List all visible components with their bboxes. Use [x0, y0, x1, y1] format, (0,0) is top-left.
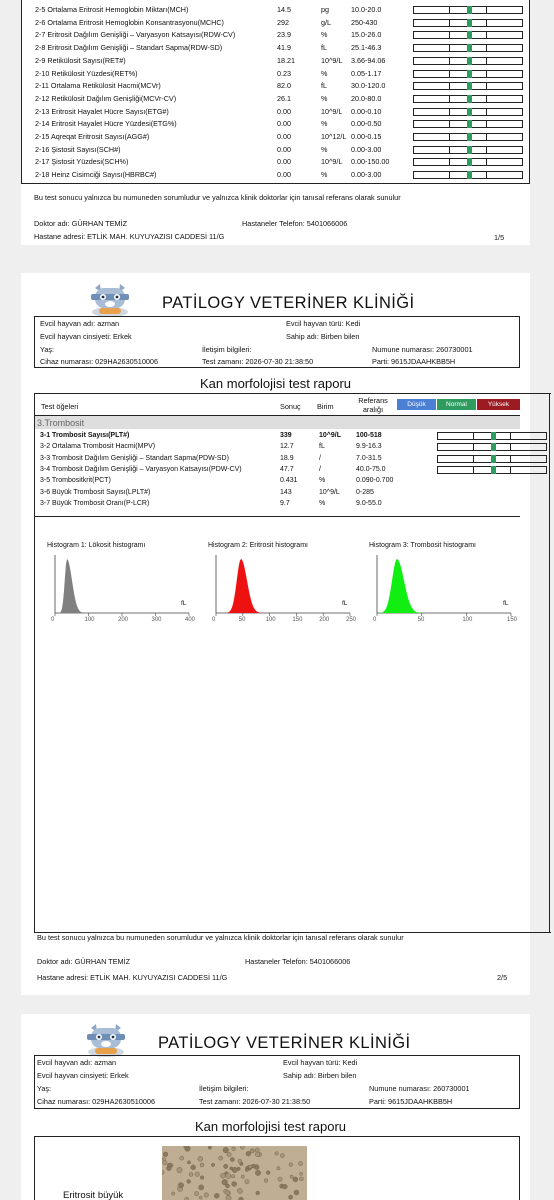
- histogram-tick-label: 200: [118, 617, 129, 623]
- test-name: 2-11 Ortalama Retikülosit Hacmi(MCVr): [35, 81, 161, 91]
- test-unit: %: [321, 144, 328, 154]
- histogram-curve: [216, 559, 350, 613]
- table-row: [21, 475, 530, 486]
- disclaimer-text: Bu test sonucu yalnızca bu numuneden sorumludur ve yalnızca klinik doktorlar için tanısal referans olarak sunulur: [34, 193, 401, 202]
- test-name: 2-5 Ortalama Eritrosit Hemoglobin Miktarı(MCH): [35, 5, 189, 14]
- test-reference: 7.0-31.5: [356, 454, 382, 462]
- test-value: 292: [277, 17, 289, 27]
- test-reference: 0.00-3.00: [351, 170, 382, 180]
- test-name: 2-16 Şistosit Sayısı(SCH#): [35, 144, 121, 154]
- pet-species: Evcil hayvan türü: Kedi: [286, 319, 361, 328]
- test-name: 2-12 Retikülosit Dağılım Genişliği(MCVr-CV): [35, 93, 177, 103]
- section-title: 3.Trombosit: [37, 418, 85, 428]
- test-unit: /: [319, 465, 321, 473]
- batch-number: Parti: 9615JDAAHKBB5H: [369, 1097, 453, 1106]
- test-unit: %: [321, 93, 328, 103]
- test-reference: 0.05-1.17: [351, 68, 382, 78]
- test-value: 47.7: [280, 465, 294, 473]
- test-value: 0.00: [277, 170, 291, 180]
- test-unit: 10^9/L: [319, 488, 340, 496]
- test-value: 0.23: [277, 68, 291, 78]
- histogram-tick-label: 0: [373, 617, 377, 623]
- clinic-logo: [87, 282, 133, 318]
- test-unit: %: [321, 170, 328, 180]
- device-number: Cihaz numarası: 029HA2630510006: [40, 357, 159, 366]
- histogram-tick-label: 150: [292, 617, 303, 623]
- test-reference: 0.00-0.10: [351, 106, 382, 116]
- range-indicator: [437, 432, 547, 440]
- test-value: 0.00: [277, 106, 291, 116]
- histogram-tick-label: 100: [462, 617, 473, 623]
- test-unit: %: [321, 68, 328, 78]
- test-unit: fL: [321, 81, 327, 91]
- histogram-tick-label: 200: [319, 617, 330, 623]
- legend-low: Düşük: [397, 399, 436, 410]
- test-name: 3-6 Büyük Trombosit Sayısı(LPLT#): [40, 488, 151, 496]
- test-reference: 0.00-0.50: [351, 119, 382, 129]
- test-name: 2-14 Eritrosit Hayalet Hücre Yüzdesi(ETG%): [35, 119, 177, 129]
- contact-info: İletişim bilgileri:: [199, 1084, 249, 1093]
- legend-normal: Normal: [437, 399, 476, 410]
- test-value: 339: [280, 432, 292, 439]
- header-unit: Birim: [317, 402, 334, 411]
- range-indicator: [437, 443, 547, 451]
- test-reference: 20.0-80.0: [351, 93, 382, 103]
- test-unit: g/L: [321, 17, 331, 27]
- test-name: 3-2 Ortalama Trombosit Hacmi(MPV): [40, 443, 156, 451]
- page-number: 1/5: [494, 233, 505, 242]
- report-title: Kan morfolojisi test raporu: [200, 376, 352, 391]
- doctor-name: Doktor adı: GÜRHAN TEMİZ: [34, 219, 128, 228]
- test-unit: %: [321, 30, 328, 40]
- test-reference: 10.0-20.0: [351, 5, 382, 14]
- test-unit: /: [319, 454, 321, 462]
- clinic-logo: [83, 1022, 129, 1058]
- pet-name: Evcil hayvan adı: azman: [37, 1058, 117, 1067]
- header-test-items: Test öğeleri: [41, 402, 79, 411]
- disclaimer-text: Bu test sonucu yalnızca bu numuneden sorumludur ve yalnızca klinik doktorlar için tanısal referans olarak sunulur: [37, 933, 404, 942]
- patient-info-box: [34, 1055, 520, 1109]
- test-unit: %: [321, 119, 328, 129]
- hospital-phone: Hastaneler Telefon: 5401066006: [242, 219, 348, 228]
- hospital-phone: Hastaneler Telefon: 5401066006: [245, 957, 351, 966]
- test-name: 2-15 Aqreqat Eritrosit Sayısı(AGG#): [35, 132, 150, 141]
- clinic-title: PATİLOGY VETERİNER KLİNİĞİ: [158, 1034, 411, 1052]
- test-reference: 0.00-3.00: [351, 144, 382, 154]
- contact-info: İletişim bilgileri:: [202, 345, 252, 354]
- test-value: 0.00: [277, 119, 291, 129]
- test-value: 26.1: [277, 93, 291, 103]
- table-row: [21, 441, 530, 452]
- histogram-tick-label: 50: [238, 617, 246, 623]
- test-name: 2-10 Retikülosit Yüzdesi(RET%): [35, 68, 138, 78]
- histogram-curve: [377, 559, 511, 613]
- owner-name: Sahip adı: Birben bilen: [286, 332, 360, 341]
- test-reference: 40.0-75.0: [356, 465, 386, 473]
- doctor-name: Doktor adı: GÜRHAN TEMİZ: [37, 957, 131, 966]
- test-reference: 9.9-16.3: [356, 443, 382, 451]
- test-unit: fL: [319, 443, 325, 451]
- test-value: 0.00: [277, 144, 291, 154]
- header-reference-range: Referans aralığı: [358, 396, 388, 414]
- test-reference: 3.66-94.06: [351, 55, 386, 65]
- pet-sex: Evcil hayvan cinsiyeti: Erkek: [37, 1071, 129, 1080]
- histogram-tick-label: 50: [417, 617, 425, 623]
- test-name: 2-13 Eritrosit Hayalet Hücre Sayısı(ETG#): [35, 106, 169, 116]
- test-value: 143: [280, 488, 292, 496]
- test-value: 82.0: [277, 81, 291, 91]
- test-value: 0.431: [280, 477, 298, 485]
- test-value: 18.9: [280, 454, 294, 462]
- test-reference: 25.1-46.3: [351, 43, 382, 53]
- clinic-title: PATİLOGY VETERİNER KLİNİĞİ: [162, 294, 415, 312]
- report-page-3: [21, 1014, 530, 1200]
- test-value: 0.00: [277, 132, 291, 141]
- device-number: Cihaz numarası: 029HA2630510006: [37, 1097, 156, 1106]
- histogram-tick-label: 0: [51, 617, 55, 623]
- histogram-title: Histogram 2: Eritrosit histogramı: [208, 542, 308, 549]
- test-reference: 30.0-120.0: [351, 81, 386, 91]
- sample-number: Numune numarası: 260730001: [372, 345, 473, 354]
- test-value: 12.7: [280, 443, 294, 451]
- test-name: 2-9 Retikülosit Sayısı(RET#): [35, 55, 126, 65]
- test-value: 9.7: [280, 499, 290, 507]
- test-name: 3-4 Trombosit Dağılım Genişliği – Varyasyon Katsayısı(PDW-CV): [40, 465, 242, 473]
- table-row: [21, 453, 530, 464]
- test-name: 3-1 Trombosit Sayısı(PLT#): [40, 432, 130, 439]
- report-page-2: [21, 273, 530, 995]
- patient-info-box: [34, 316, 520, 368]
- table-row: [21, 498, 530, 509]
- table-row: [21, 464, 530, 475]
- test-reference: 15.0-26.0: [351, 30, 382, 40]
- header-result: Sonuç: [280, 402, 301, 411]
- table-row: [21, 430, 530, 441]
- test-name: 2-6 Ortalama Eritrosit Hemoglobin Konsantrasyonu(MCHC): [35, 17, 224, 27]
- section-header-bg: [35, 416, 520, 429]
- owner-name: Sahip adı: Birben bilen: [283, 1071, 357, 1080]
- test-unit: 10^12/L: [321, 132, 347, 141]
- histogram-tick-label: 0: [212, 617, 216, 623]
- test-unit: %: [319, 499, 326, 507]
- histogram-unit: fL: [342, 600, 348, 607]
- histogram-tick-label: 250: [346, 617, 357, 623]
- hospital-address: Hastane adresi: ETLİK MAH. KUYUYAZISI CADDESİ 11/G: [34, 232, 225, 241]
- cell-image: [162, 1146, 307, 1200]
- sample-number: Numune numarası: 260730001: [369, 1084, 470, 1093]
- pet-age: Yaş:: [40, 345, 55, 354]
- table-row: [21, 487, 530, 498]
- histogram-tick-label: 100: [265, 617, 276, 623]
- test-unit: 10^9/L: [321, 106, 343, 116]
- test-time: Test zamanı: 2026-07-30 21:38:50: [199, 1097, 311, 1106]
- test-name: 3-5 Trombositkrit(PCT): [40, 477, 111, 485]
- test-unit: 10^9/L: [321, 157, 343, 167]
- test-name: 2-17 Şistosit Yüzdesi(SCH%): [35, 157, 129, 167]
- test-value: 41.9: [277, 43, 291, 53]
- histogram-curve: [55, 559, 189, 613]
- report-page-1: [21, 0, 530, 245]
- test-reference: 9.0-55.0: [356, 499, 382, 507]
- test-value: 0.00: [277, 157, 291, 167]
- test-name: 2-18 Heinz Cisimciği Sayısı(HBRBC#): [35, 170, 157, 180]
- batch-number: Parti: 9615JDAAHKBB5H: [372, 357, 456, 366]
- pet-name: Evcil hayvan adı: azman: [40, 319, 120, 328]
- test-reference: 0.090-0.700: [356, 477, 394, 485]
- test-unit: 10^9/L: [319, 432, 341, 439]
- test-reference: 250-430: [351, 17, 378, 27]
- test-unit: fL: [321, 43, 327, 53]
- test-time: Test zamanı: 2026-07-30 21:38:50: [202, 357, 314, 366]
- histogram-unit: fL: [503, 600, 509, 607]
- test-name: 2-7 Eritrosit Dağılım Genişliği – Varyasyon Katsayısı(RDW-CV): [35, 30, 236, 40]
- histogram-tick-label: 300: [151, 617, 162, 623]
- histogram-tick-label: 150: [507, 617, 518, 623]
- test-reference: 100-518: [356, 432, 382, 439]
- test-reference: 0.00-0.15: [351, 132, 382, 141]
- test-value: 23.9: [277, 30, 291, 40]
- test-name: 3-3 Trombosit Dağılım Genişliği – Standart Sapma(PDW-SD): [40, 454, 229, 462]
- test-value: 18.21: [277, 55, 295, 65]
- test-reference: 0-285: [356, 488, 374, 496]
- test-unit: pg: [321, 5, 329, 14]
- test-reference: 0.00-150.00: [351, 157, 390, 167]
- range-indicator: [437, 466, 547, 474]
- histogram-unit: fL: [181, 600, 187, 607]
- test-unit: 10^9/L: [321, 55, 343, 65]
- histogram-title: Histogram 3: Trombosit histogramı: [369, 542, 476, 549]
- page-number: 2/5: [497, 973, 508, 982]
- test-unit: %: [319, 477, 326, 485]
- histogram-tick-label: 400: [185, 617, 196, 623]
- histogram-tick-label: 100: [84, 617, 95, 623]
- pet-sex: Evcil hayvan cinsiyeti: Erkek: [40, 332, 132, 341]
- report-title: Kan morfolojisi test raporu: [195, 1119, 347, 1134]
- pet-species: Evcil hayvan türü: Kedi: [283, 1058, 358, 1067]
- test-name: 3-7 Büyük Trombosit Oranı(P-LCR): [40, 499, 150, 507]
- histogram-title: Histogram 1: Lökosit histogramı: [47, 542, 146, 549]
- hospital-address: Hastane adresi: ETLİK MAH. KUYUYAZISI CADDESİ 11/G: [37, 973, 228, 982]
- pet-age: Yaş:: [37, 1084, 52, 1093]
- cell-type-label: Eritrosit büyük: [63, 1190, 124, 1200]
- test-name: 2-8 Eritrosit Dağılım Genişliği – Standart Sapma(RDW-SD): [35, 43, 223, 53]
- legend-high: Yüksek: [477, 399, 520, 410]
- range-indicator: [437, 455, 547, 463]
- test-value: 14.5: [277, 5, 291, 14]
